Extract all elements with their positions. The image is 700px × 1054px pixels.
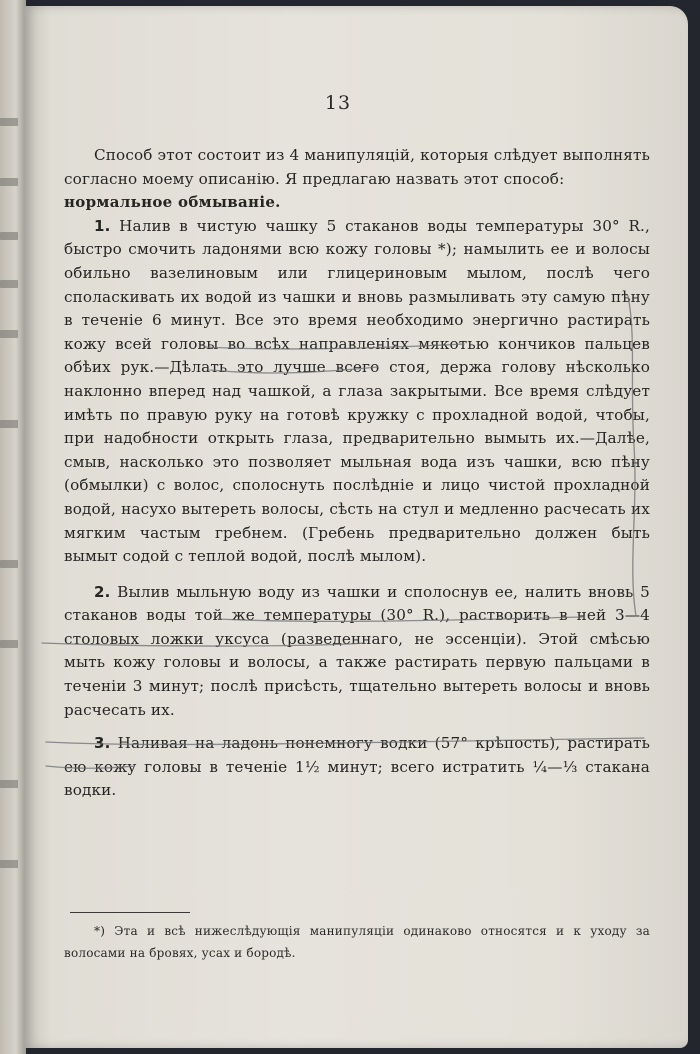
- item-text: Налив в чистую чашку 5 стаканов воды температуры 30° R., быстро смочить ладонями всю кожу головы *); намылить ее и волосы обильно вазелиновым или глицериновым мылом, послѣ чего споласкивать их водой из чашки и вновь размыливать эту самую пѣну в теченіе 6 минут. Все это время необходимо энергично растирать кожу всей головы во всѣх направленіях мякотью кончиков пальцев обѣих рук.—Дѣлать это лучше всего стоя, держа голову нѣсколько наклонно вперед над чашкой, а глаза закрытыми. Все время слѣдует имѣть по правую руку на готовѣ кружку с прохладной водой, чтобы, при надобности открыть глаза, предварительно вымыть их.—Далѣе, смыв, насколько это позволяет мыльная вода изъ чашки, всю пѣну (обмылки) с волос, сполоснуть послѣдніе и лицо чистой прохладной водой, насухо вытереть волосы, сѣсть на стул и медленно расчесать их мягким частым гребнем. (Гребень предварительно должен быть вымыт содой с теплой водой, послѣ мылом).: [64, 216, 650, 566]
- manipulation-3: [64, 732, 650, 803]
- footnote: *) Эта и всѣ нижеслѣдующія манипуляціи одинаково относятся и к уходу за волосами на бровях, усах и бородѣ.: [64, 924, 650, 960]
- footnote-rule: [70, 912, 190, 913]
- page-number: 13: [324, 92, 352, 114]
- section-heading: нормальное обмываніе.: [64, 193, 281, 212]
- manipulation-2: [64, 581, 650, 723]
- ink-fragment: [0, 560, 18, 568]
- ink-fragment: [0, 780, 18, 788]
- book-page: [24, 6, 688, 1048]
- item-number: 2.: [94, 582, 111, 601]
- manipulation-1: [64, 215, 650, 569]
- ink-fragment: [0, 178, 18, 186]
- previous-page-edge: [0, 0, 26, 1054]
- ink-fragment: [0, 330, 18, 338]
- intro-paragraph: Способ этот состоит из 4 манипуляцій, которыя слѣдует выполнять согласно моему описанію. Я предлагаю назвать этот способ:: [64, 146, 650, 188]
- ink-fragment: [0, 420, 18, 428]
- page-body: [64, 144, 650, 803]
- ink-fragment: [0, 640, 18, 648]
- item-number: 1.: [94, 216, 111, 235]
- ink-fragment: [0, 860, 18, 868]
- item-text: Наливая на ладонь понемногу водки (57° крѣпость), растирать ею кожу головы в теченіе 1½ минут; всего истратить ¼—⅓ стакана водки.: [64, 734, 650, 800]
- item-text: Вылив мыльную воду из чашки и сполоснув ее, налить вновь 5 стаканов воды той же температуры (30° R.), растворить в ней 3—4 столовых ложки уксуса (разведеннаго, не эссенціи). Этой смѣсью мыть кожу головы и волосы, а также растирать первую пальцами в теченіи 3 минут; послѣ присѣсть, тщательно вытереть волосы и вновь расчесать их.: [64, 582, 650, 719]
- ink-fragment: [0, 118, 18, 126]
- item-number: 3.: [94, 734, 111, 753]
- ink-fragment: [0, 232, 18, 240]
- ink-fragment: [0, 280, 18, 288]
